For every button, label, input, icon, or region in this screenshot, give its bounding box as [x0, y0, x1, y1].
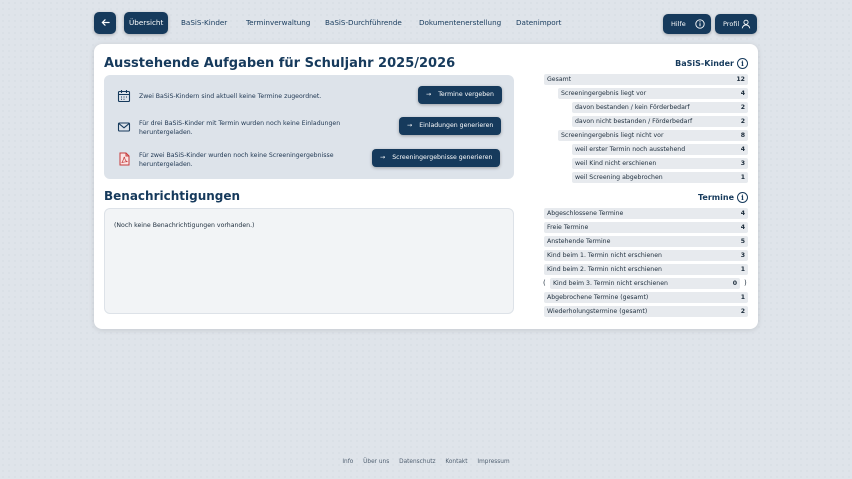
- stat-value: 4: [740, 210, 745, 217]
- footer-link-ueber-uns[interactable]: Über uns: [363, 459, 390, 465]
- info-icon: [695, 19, 705, 29]
- generate-invitations-button[interactable]: [399, 117, 501, 135]
- stat-row-frei: [544, 222, 748, 233]
- nav-tab-uebersicht[interactable]: Übersicht: [124, 12, 168, 34]
- stat-row-anstehend: [544, 236, 748, 247]
- assign-appointments-button[interactable]: [418, 86, 502, 104]
- footer-link-datenschutz[interactable]: Datenschutz: [399, 459, 436, 465]
- generate-screening-results-button[interactable]: [372, 149, 500, 167]
- stat-label: Kind beim 3. Termin nicht erschienen: [553, 280, 668, 287]
- stat-label: davon bestanden / kein Förderbedarf: [575, 104, 690, 111]
- stat-row-abgebrochen-gesamt: [544, 292, 748, 303]
- stat-value: 3: [740, 160, 745, 167]
- help-button[interactable]: [663, 14, 711, 34]
- stat-value: 2: [740, 308, 745, 315]
- top-navigation: [94, 12, 758, 34]
- assign-appointments-label: Termine vergeben: [438, 91, 494, 98]
- notifications-empty-text: (Noch keine Benachrichtigungen vorhanden.): [114, 222, 255, 229]
- stat-value: 1: [740, 266, 745, 273]
- stat-label: Screeningergebnis liegt vor: [561, 90, 647, 97]
- profile-button[interactable]: [715, 14, 757, 34]
- stat-label: davon nicht bestanden / Förderbedarf: [575, 118, 693, 125]
- user-icon: [741, 19, 751, 29]
- main-card: [94, 44, 758, 329]
- stat-row-screening-nicht-vorhanden: [558, 130, 748, 141]
- termine-title: Termine: [698, 193, 734, 202]
- arrow-right-icon: →: [380, 154, 386, 161]
- task-text: Für zwei BaSiS-Kinder wurden noch keine Screeningergebnisse heruntergeladen.: [139, 152, 334, 168]
- stat-label: weil Screening abgebrochen: [575, 174, 663, 181]
- stat-row-termin2-nicht-erschienen: [544, 264, 748, 275]
- task-text: Zwei BaSiS-Kindern sind aktuell keine Termine zugeordnet.: [139, 93, 322, 100]
- basis-kinder-title: BaSiS-Kinder: [675, 59, 734, 68]
- stat-label: Kind beim 1. Termin nicht erschienen: [547, 252, 662, 259]
- mail-icon: [117, 120, 131, 134]
- nav-tab-dokumentenerstellung[interactable]: Dokumentenerstellung: [419, 18, 502, 27]
- stat-row-screening-vorhanden: [558, 88, 748, 99]
- stat-row-bestanden: [572, 102, 748, 113]
- notifications-box: [104, 208, 514, 314]
- stat-value: 4: [740, 90, 745, 97]
- stat-row-nicht-bestanden: [572, 116, 748, 127]
- stat-row-wiederholung: [544, 306, 748, 317]
- stat-value: 2: [740, 104, 745, 111]
- paren-open: (: [543, 279, 546, 287]
- nav-tab-terminverwaltung[interactable]: Terminverwaltung: [246, 18, 311, 27]
- nav-tab-basis-durchfuehrende[interactable]: BaSiS-Durchführende: [325, 18, 402, 27]
- stat-value: 12: [736, 76, 745, 83]
- arrow-right-icon: →: [426, 91, 432, 98]
- stat-row-nicht-erschienen: [572, 158, 748, 169]
- stat-label: Abgeschlossene Termine: [547, 210, 624, 217]
- stat-value: 5: [740, 238, 745, 245]
- notifications-title: Benachrichtigungen: [104, 189, 241, 203]
- stat-value: 1: [740, 294, 745, 301]
- back-button[interactable]: [94, 12, 116, 34]
- task-text: Für drei BaSiS-Kinder mit Termin wurden noch keine Einladungen heruntergeladen.: [139, 120, 341, 136]
- stat-label: Screeningergebnis liegt nicht vor: [561, 132, 664, 139]
- stat-value: 4: [740, 146, 745, 153]
- stat-label: Abgebrochene Termine (gesamt): [547, 294, 649, 301]
- stat-value: 3: [740, 252, 745, 259]
- basis-kinder-heading: [675, 58, 748, 70]
- footer-link-info[interactable]: Info: [342, 459, 354, 465]
- pending-tasks-panel: [104, 75, 514, 179]
- generate-invitations-label: Einladungen generieren: [419, 122, 494, 129]
- nav-tab-basis-kinder[interactable]: BaSiS-Kinder: [181, 18, 228, 27]
- calendar-icon: [117, 89, 131, 103]
- arrow-left-icon: [101, 18, 110, 27]
- stat-label: Gesamt: [547, 76, 572, 83]
- stat-label: Wiederholungstermine (gesamt): [547, 308, 648, 315]
- stat-label: weil Kind nicht erschienen: [575, 160, 657, 167]
- stat-row-gesamt: [544, 74, 748, 85]
- help-button-label: Hilfe: [671, 20, 686, 28]
- nav-tab-datenimport[interactable]: Datenimport: [516, 18, 562, 27]
- stat-value: 2: [740, 118, 745, 125]
- stat-row-termin1-nicht-erschienen: [544, 250, 748, 261]
- stat-label: Kind beim 2. Termin nicht erschienen: [547, 266, 662, 273]
- footer-link-kontakt[interactable]: Kontakt: [445, 459, 468, 465]
- page-title: Ausstehende Aufgaben für Schuljahr 2025/2026: [104, 56, 456, 71]
- stat-label: Freie Termine: [547, 224, 589, 231]
- stat-row-abgebrochen: [572, 172, 748, 183]
- info-icon[interactable]: i: [737, 58, 748, 69]
- stat-row-termin-ausstehend: [572, 144, 748, 155]
- paren-close: ): [744, 279, 747, 287]
- generate-screening-results-label: Screeningergebnisse generieren: [392, 154, 493, 161]
- stat-value: 8: [740, 132, 745, 139]
- arrow-right-icon: →: [407, 122, 413, 129]
- stat-label: weil erster Termin noch ausstehend: [575, 146, 686, 153]
- profile-button-label: Profil: [723, 20, 740, 28]
- info-icon[interactable]: i: [737, 192, 748, 203]
- stat-value: 4: [740, 224, 745, 231]
- stat-row-abgeschlossen: [544, 208, 748, 219]
- stat-row-termin3-nicht-erschienen: [550, 278, 740, 289]
- stat-label: Anstehende Termine: [547, 238, 611, 245]
- stat-value: 1: [740, 174, 745, 181]
- statistics-panel: [544, 44, 758, 329]
- task-item: [104, 113, 514, 141]
- pdf-file-icon: [117, 152, 131, 166]
- task-item: [104, 82, 514, 110]
- footer-link-impressum[interactable]: Impressum: [477, 459, 510, 465]
- termine-heading: [698, 192, 748, 204]
- stat-value: 0: [732, 280, 737, 287]
- task-item: [104, 145, 514, 173]
- footer: [0, 459, 852, 465]
